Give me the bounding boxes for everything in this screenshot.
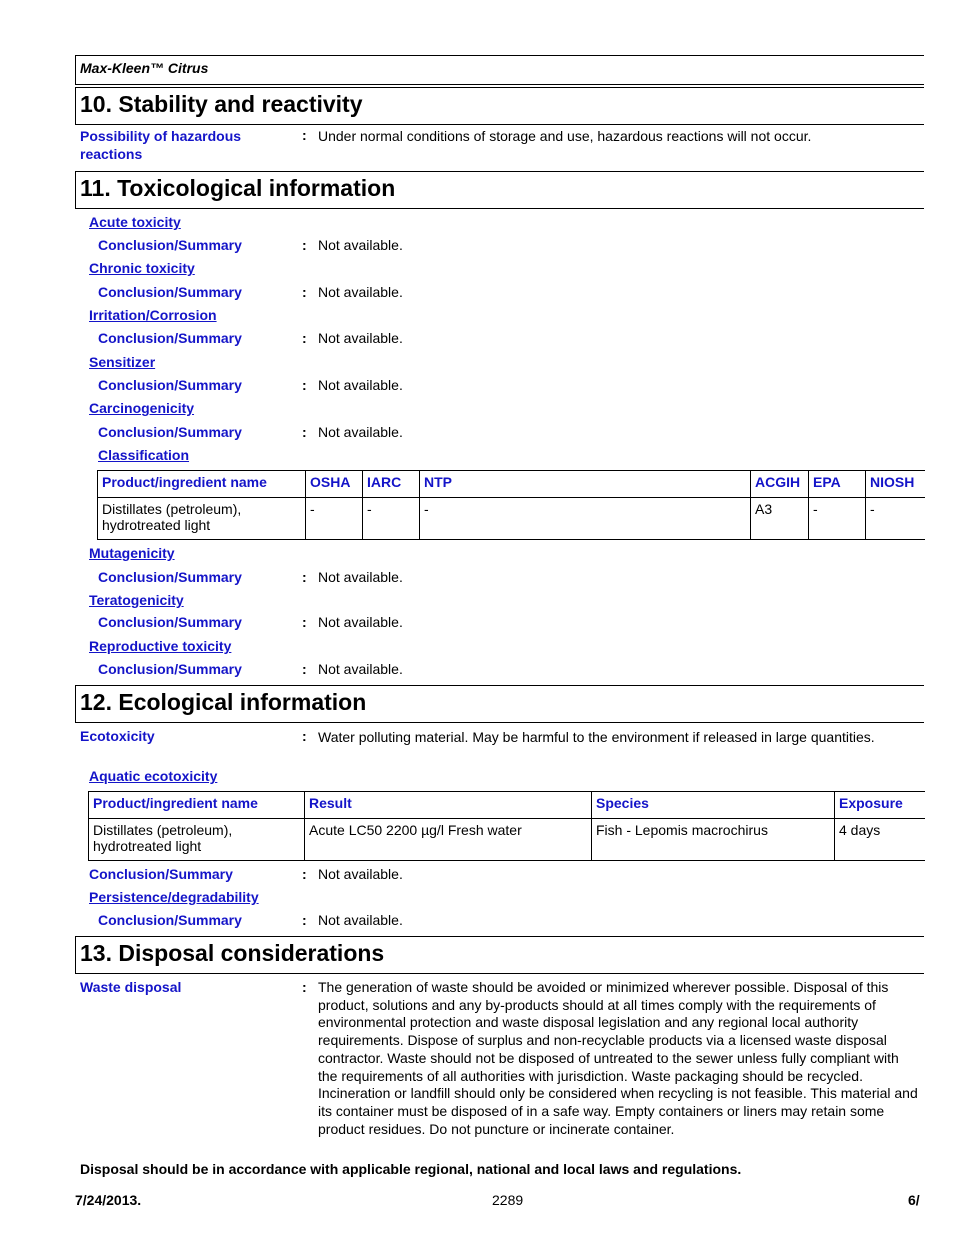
disposal-note: Disposal should be in accordance with applicable regional, national and local laws and regulations. bbox=[80, 1161, 742, 1177]
conclusion-value: Not available. bbox=[318, 569, 403, 585]
conclusion-label: Conclusion/Summary bbox=[98, 284, 242, 300]
cell-result: Acute LC50 2200 µg/l Fresh water bbox=[305, 819, 592, 861]
classification-link[interactable]: Classification bbox=[98, 447, 190, 463]
cell-ntp: - bbox=[420, 498, 751, 540]
chronic-toxicity-link[interactable]: Chronic toxicity bbox=[89, 260, 195, 276]
section-11-header bbox=[75, 171, 924, 209]
aquatic-ecotoxicity-link[interactable]: Aquatic ecotoxicity bbox=[89, 768, 218, 784]
cell-osha: - bbox=[306, 498, 363, 540]
reproductive-toxicity-link[interactable]: Reproductive toxicity bbox=[89, 638, 232, 654]
conclusion-label: Conclusion/Summary bbox=[98, 569, 242, 585]
colon: : bbox=[302, 912, 307, 928]
table-row bbox=[89, 819, 926, 861]
table-row bbox=[98, 498, 926, 540]
colon: : bbox=[302, 866, 307, 882]
acute-toxicity-link[interactable]: Acute toxicity bbox=[89, 214, 181, 230]
conclusion-label: Conclusion/Summary bbox=[98, 912, 242, 928]
mutagenicity-link[interactable]: Mutagenicity bbox=[89, 545, 175, 561]
section-13-title: 13. Disposal considerations bbox=[80, 940, 385, 966]
waste-disposal-label: Waste disposal bbox=[80, 979, 182, 995]
colon: : bbox=[302, 237, 307, 253]
section-10-title: 10. Stability and reactivity bbox=[80, 91, 363, 117]
section-13-header bbox=[75, 936, 924, 974]
col-niosh: NIOSH bbox=[866, 471, 926, 498]
cell-acgih: A3 bbox=[751, 498, 809, 540]
conclusion-label: Conclusion/Summary bbox=[98, 237, 242, 253]
hazardous-reactions-value: Under normal conditions of storage and use, hazardous reactions will not occur. bbox=[318, 128, 812, 144]
section-10-header bbox=[75, 87, 924, 125]
carcinogenicity-link[interactable]: Carcinogenicity bbox=[89, 400, 195, 416]
cell-product-name: Distillates (petroleum), hydrotreated light bbox=[89, 819, 305, 861]
section-11-title: 11. Toxicological information bbox=[80, 175, 396, 201]
cell-product-name: Distillates (petroleum), hydrotreated light bbox=[98, 498, 306, 540]
col-ntp: NTP bbox=[420, 471, 751, 498]
conclusion-value: Not available. bbox=[318, 424, 403, 440]
irritation-corrosion-link[interactable]: Irritation/Corrosion bbox=[89, 307, 217, 323]
section-12-title: 12. Ecological information bbox=[80, 689, 367, 715]
cell-niosh: - bbox=[866, 498, 926, 540]
conclusion-label: Conclusion/Summary bbox=[98, 661, 242, 677]
aquatic-table bbox=[88, 791, 925, 861]
table-header-row bbox=[98, 471, 926, 498]
cell-exposure: 4 days bbox=[835, 819, 926, 861]
conclusion-label: Conclusion/Summary bbox=[98, 614, 242, 630]
classification-table bbox=[97, 470, 925, 540]
col-product-name: Product/ingredient name bbox=[98, 471, 306, 498]
colon: : bbox=[302, 728, 307, 744]
hazardous-reactions-label: Possibility of hazardous reactions bbox=[80, 128, 242, 162]
col-product-name: Product/ingredient name bbox=[89, 792, 305, 819]
cell-epa: - bbox=[809, 498, 866, 540]
footer-page-number: 6/ bbox=[908, 1192, 920, 1208]
col-species: Species bbox=[592, 792, 835, 819]
waste-disposal-value: The generation of waste should be avoided or minimized wherever possible. Disposal of this product, solutions and any by-products should at all times comply with the requirements of environmental protection and waste disposal legislation and any regional local authority requirements. Dispose of surplus and non-recyclable products via a licensed waste disposal contractor. Waste should not be disposed of untreated to the sewer unless fully compliant with the requirements of all authorities with jurisdiction. Waste packaging should be recycled. Incineration or landfill should only be considered when recycling is not feasible. This material and its container must be disposed of in a safe way. Empty containers or liners may retain some product residues. Do not puncture or incinerate container. bbox=[318, 979, 918, 1137]
conclusion-label: Conclusion/Summary bbox=[98, 377, 242, 393]
conclusion-value: Not available. bbox=[318, 661, 403, 677]
colon: : bbox=[302, 661, 307, 677]
colon: : bbox=[302, 569, 307, 585]
footer-date: 7/24/2013. bbox=[75, 1192, 142, 1208]
conclusion-label: Conclusion/Summary bbox=[98, 330, 242, 346]
ecotoxicity-value: Water polluting material. May be harmful to the environment if released in large quantities. bbox=[318, 729, 875, 745]
col-epa: EPA bbox=[809, 471, 866, 498]
footer-doc-number: 2289 bbox=[492, 1192, 524, 1208]
colon: : bbox=[302, 979, 307, 995]
persistence-degradability-link[interactable]: Persistence/degradability bbox=[89, 889, 259, 905]
conclusion-value: Not available. bbox=[318, 866, 403, 882]
colon: : bbox=[302, 127, 307, 143]
conclusion-value: Not available. bbox=[318, 330, 403, 346]
ecotoxicity-label: Ecotoxicity bbox=[80, 728, 155, 744]
colon: : bbox=[302, 330, 307, 346]
product-header-bar bbox=[75, 55, 924, 85]
table-header-row bbox=[89, 792, 926, 819]
col-exposure: Exposure bbox=[835, 792, 926, 819]
colon: : bbox=[302, 284, 307, 300]
conclusion-value: Not available. bbox=[318, 614, 403, 630]
colon: : bbox=[302, 377, 307, 393]
col-iarc: IARC bbox=[363, 471, 420, 498]
conclusion-value: Not available. bbox=[318, 912, 403, 928]
teratogenicity-link[interactable]: Teratogenicity bbox=[89, 592, 184, 608]
conclusion-label: Conclusion/Summary bbox=[89, 866, 233, 882]
colon: : bbox=[302, 614, 307, 630]
colon: : bbox=[302, 424, 307, 440]
col-result: Result bbox=[305, 792, 592, 819]
cell-species: Fish - Lepomis macrochirus bbox=[592, 819, 835, 861]
col-osha: OSHA bbox=[306, 471, 363, 498]
conclusion-value: Not available. bbox=[318, 237, 403, 253]
cell-iarc: - bbox=[363, 498, 420, 540]
section-12-header bbox=[75, 685, 924, 723]
conclusion-value: Not available. bbox=[318, 284, 403, 300]
conclusion-label: Conclusion/Summary bbox=[98, 424, 242, 440]
sensitizer-link[interactable]: Sensitizer bbox=[89, 354, 156, 370]
conclusion-value: Not available. bbox=[318, 377, 403, 393]
col-acgih: ACGIH bbox=[751, 471, 809, 498]
product-name: Max-Kleen™ Citrus bbox=[80, 60, 209, 76]
